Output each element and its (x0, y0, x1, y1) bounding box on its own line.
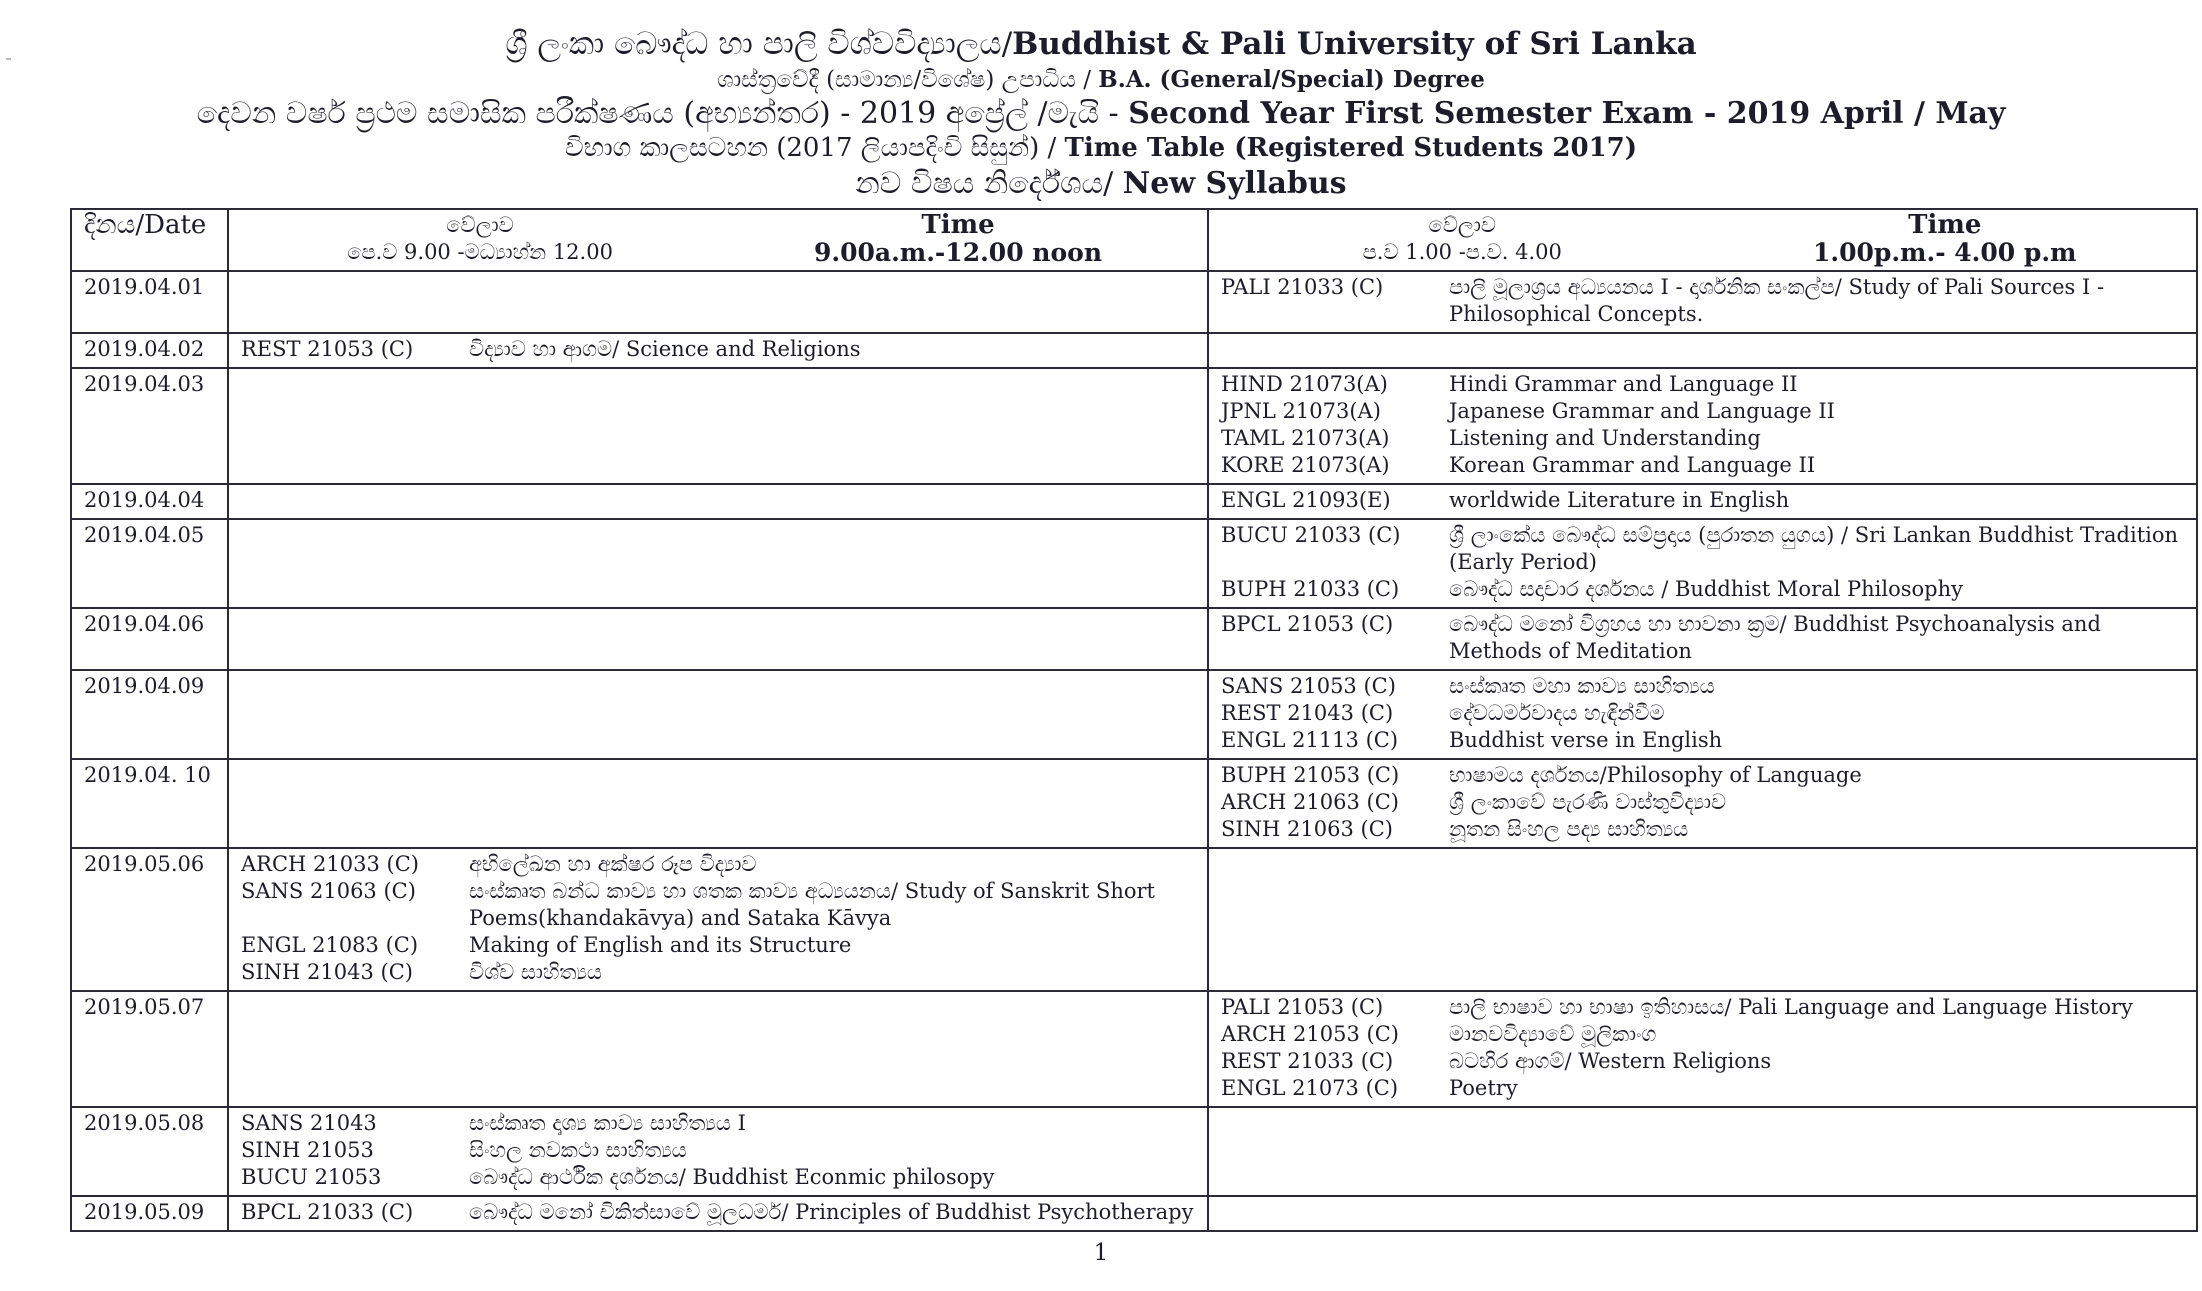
table-row (71, 608, 2197, 670)
morning-label-en: Time (921, 210, 995, 240)
afternoon-range-si: ප.ව 1.00 -ප.ව. 4.00 (1362, 240, 1562, 264)
exam-entry (1221, 452, 2186, 479)
course-subject: Japanese Grammar and Language II (1449, 399, 1835, 423)
course-subject: Making of English and its Structure (469, 933, 852, 957)
course-subject: භාෂාමය දර්ශනය/Philosophy of Language (1449, 763, 1862, 787)
morning-session-cell (228, 991, 1208, 1107)
afternoon-session-cell (1208, 608, 2197, 670)
afternoon-session-cell (1208, 333, 2197, 368)
exam-date: 2019.05.06 (71, 848, 228, 991)
table-header-row (71, 209, 2197, 271)
afternoon-session-cell (1208, 991, 2197, 1107)
course-subject: විශ්ව සාහිත්‍යය (469, 960, 603, 984)
course-code: KORE 21073(A) (1221, 453, 1390, 477)
course-subject: බටහිර ආගම්/ Western Religions (1449, 1049, 1772, 1073)
syllabus-title-en: New Syllabus (1122, 166, 1347, 201)
exam-entry (1221, 1048, 2186, 1075)
exam-date: 2019.04. 10 (71, 759, 228, 848)
course-code: ENGL 21073 (C) (1221, 1076, 1399, 1100)
syllabus-title (0, 166, 2202, 201)
morning-range-si: පෙ.ව 9.00 -මධ්‍යාහ්න 12.00 (347, 240, 613, 264)
afternoon-column-header (1208, 209, 2197, 271)
course-subject: බෞද්ධ සදාචාර දර්ශනය / Buddhist Moral Philosophy (1449, 577, 1963, 601)
afternoon-session-cell (1208, 271, 2197, 333)
morning-session-cell (228, 484, 1208, 519)
morning-range-en: 9.00a.m.-12.00 noon (813, 238, 1102, 267)
exam-entry (1221, 398, 2186, 425)
morning-session-cell (228, 759, 1208, 848)
morning-session-cell (228, 848, 1208, 991)
course-subject: Listening and Understanding (1449, 426, 1761, 450)
afternoon-session-cell (1208, 484, 2197, 519)
exam-date: 2019.04.06 (71, 608, 228, 670)
afternoon-session-cell (1208, 1107, 2197, 1196)
timetable-body (71, 271, 2197, 1231)
morning-session-cell (228, 1196, 1208, 1231)
course-code: TAML 21073(A) (1221, 426, 1390, 450)
exam-entry (1221, 1021, 2186, 1048)
exam-date: 2019.04.01 (71, 271, 228, 333)
course-code: REST 21033 (C) (1221, 1049, 1394, 1073)
timetable-title-si: විභාග කාලසටහන (2017 ලියාපදිංචි සිසුන්) / (564, 133, 1065, 163)
course-code: ARCH 21033 (C) (241, 852, 419, 876)
exam-entry (241, 1199, 1197, 1226)
course-code: SANS 21053 (C) (1221, 674, 1396, 698)
course-subject: Hindi Grammar and Language II (1449, 372, 1798, 396)
course-code: ENGL 21083 (C) (241, 933, 419, 957)
course-subject: විද්‍යාව හා ආගම/ Science and Religions (469, 337, 861, 361)
course-code: BUCU 21053 (241, 1165, 382, 1189)
exam-entry (1221, 522, 2186, 576)
afternoon-label-si: වේලාව (1428, 213, 1496, 237)
course-subject: නූතන සිංහල පද්‍ය සාහිත්‍යය (1449, 817, 1689, 841)
course-code: REST 21053 (C) (241, 337, 414, 361)
date-column-header: දිනය/Date (71, 209, 228, 271)
exam-date: 2019.05.07 (71, 991, 228, 1107)
table-row (71, 333, 2197, 368)
course-subject: සංස්කෘත බන්ධ කාව්‍ය හා ශතක කාව්‍ය අධ්‍යයනය/ Study of Sanskrit Short Poems(khandakāvya) and Sataka Kāvya (469, 879, 1155, 930)
afternoon-label-en: Time (1908, 210, 1982, 240)
course-code: PALI 21053 (C) (1221, 995, 1384, 1019)
course-subject: බෞද්ධ ආර්ථික දර්ශනය/ Buddhist Econmic philosopy (469, 1165, 995, 1189)
exam-entry (1221, 789, 2186, 816)
university-title-si: ශ්‍රී ලංකා බෞද්ධ හා පාලි විශ්වවිද්‍යාලය/ (505, 26, 1013, 62)
timetable-title-en: Time Table (Registered Students 2017) (1064, 133, 1638, 163)
course-code: HIND 21073(A) (1221, 372, 1388, 396)
table-row (71, 271, 2197, 333)
syllabus-title-si: නව විෂය නිර්දේශය/ (855, 166, 1123, 201)
afternoon-range-en: 1.00p.m.- 4.00 p.m (1812, 238, 2077, 267)
page-number: 1 (1093, 1240, 1109, 1266)
course-code: BUPH 21033 (C) (1221, 577, 1400, 601)
course-code: JPNL 21073(A) (1221, 399, 1381, 423)
exam-entry (1221, 994, 2186, 1021)
morning-session-cell (228, 670, 1208, 759)
course-code: BPCL 21053 (C) (1221, 612, 1394, 636)
exam-entry (1221, 576, 2186, 603)
exam-timetable (70, 208, 2198, 1232)
morning-label-si: වේලාව (446, 213, 514, 237)
timetable-title (0, 133, 2202, 164)
exam-entry (241, 878, 1197, 932)
course-code: ARCH 21053 (C) (1221, 1022, 1399, 1046)
course-subject: බෞද්ධ මනෝ චිකිත්සාවේ මූලධර්ම/ Principles of Buddhist Psychotherapy (469, 1200, 1194, 1224)
table-row (71, 484, 2197, 519)
exam-entry (241, 1110, 1197, 1137)
exam-title-si: දෙවන වර්ෂ ප්‍රථම සමාසික පරීක්ෂණය (අභ්‍යන්තර) - 2019 අප්‍රේල් /මැයි - (196, 96, 1129, 131)
university-title (0, 26, 2202, 63)
afternoon-session-cell (1208, 759, 2197, 848)
morning-session-cell (228, 271, 1208, 333)
course-code: PALI 21033 (C) (1221, 275, 1384, 299)
table-row (71, 519, 2197, 608)
afternoon-session-cell (1208, 848, 2197, 991)
course-subject: Korean Grammar and Language II (1449, 453, 1816, 477)
morning-session-cell (228, 519, 1208, 608)
exam-date: 2019.04.05 (71, 519, 228, 608)
course-subject: ශ්‍රී ලංකාවේ පැරණි වාස්තුවිද්‍යාව (1449, 790, 1727, 814)
degree-title-si: ශාස්ත්‍රවේදී (සාමාන්‍ය/විශේෂ) උපාධිය / (717, 67, 1099, 93)
table-row (71, 759, 2197, 848)
course-code: BUCU 21033 (C) (1221, 523, 1401, 547)
exam-entry (1221, 274, 2186, 328)
table-row (71, 848, 2197, 991)
course-subject: Buddhist verse in English (1449, 728, 1723, 752)
table-row (71, 670, 2197, 759)
course-code: ENGL 21093(E) (1221, 488, 1391, 512)
exam-title-en: Second Year First Semester Exam - 2019 April / May (1128, 96, 2006, 131)
course-code: SINH 21063 (C) (1221, 817, 1393, 841)
exam-title (0, 96, 2202, 131)
course-subject: ශ්‍රී ලාංකේය බෞද්ධ සම්ප්‍රදාය (පුරාතන යුගය) / Sri Lankan Buddhist Tradition (Early Period) (1449, 523, 2179, 574)
exam-entry (1221, 673, 2186, 700)
course-code: SINH 21043 (C) (241, 960, 413, 984)
course-code: BUPH 21053 (C) (1221, 763, 1400, 787)
morning-session-cell (228, 368, 1208, 484)
exam-entry (1221, 1075, 2186, 1102)
exam-entry (241, 1164, 1197, 1191)
course-code: ENGL 21113 (C) (1221, 728, 1399, 752)
exam-entry (241, 1137, 1197, 1164)
exam-entry (1221, 371, 2186, 398)
university-title-en: Buddhist & Pali University of Sri Lanka (1012, 26, 1697, 62)
degree-title-en: B.A. (General/Special) Degree (1098, 66, 1485, 93)
table-row (71, 368, 2197, 484)
morning-column-header (228, 209, 1208, 271)
exam-entry (241, 851, 1197, 878)
exam-date: 2019.05.08 (71, 1107, 228, 1196)
exam-date: 2019.05.09 (71, 1196, 228, 1231)
morning-session-cell (228, 1107, 1208, 1196)
course-code: ARCH 21063 (C) (1221, 790, 1399, 814)
exam-entry (1221, 727, 2186, 754)
afternoon-session-cell (1208, 670, 2197, 759)
exam-date: 2019.04.09 (71, 670, 228, 759)
course-subject: සංස්කෘත දෘශ්‍ය කාව්‍ය සාහිත්‍යය I (469, 1111, 746, 1135)
course-subject: Poetry (1449, 1076, 1518, 1100)
table-row (71, 991, 2197, 1107)
exam-entry (241, 336, 1197, 363)
morning-session-cell (228, 333, 1208, 368)
exam-entry (1221, 700, 2186, 727)
exam-entry (1221, 611, 2186, 665)
table-row (71, 1107, 2197, 1196)
table-row (71, 1196, 2197, 1231)
course-subject: worldwide Literature in English (1449, 488, 1790, 512)
exam-entry (1221, 487, 2186, 514)
course-subject: මානවවිද්‍යාවේ මූලිකාංග (1449, 1022, 1657, 1046)
degree-title (0, 66, 2202, 93)
exam-entry (241, 959, 1197, 986)
course-code: SANS 21043 (241, 1111, 377, 1135)
morning-session-cell (228, 608, 1208, 670)
afternoon-session-cell (1208, 519, 2197, 608)
exam-date: 2019.04.02 (71, 333, 228, 368)
course-subject: පාලි භාෂාව හා භාෂා ඉතිහාසය/ Pali Language and Language History (1449, 995, 2133, 1019)
course-code: BPCL 21033 (C) (241, 1200, 414, 1224)
afternoon-session-cell (1208, 368, 2197, 484)
course-code: SINH 21053 (241, 1138, 374, 1162)
exam-entry (1221, 762, 2186, 789)
exam-date: 2019.04.03 (71, 368, 228, 484)
afternoon-session-cell (1208, 1196, 2197, 1231)
exam-entry (1221, 816, 2186, 843)
course-subject: අභිලේඛන හා අක්ෂර රූප විද්‍යාව (469, 852, 757, 876)
course-subject: බෞද්ධ මනෝ විග්‍රහය හා භාවනා ක්‍රම/ Buddhist Psychoanalysis and Methods of Meditation (1449, 612, 2101, 663)
course-subject: සිංහල නවකථා සාහිත්‍යය (469, 1138, 687, 1162)
course-code: SANS 21063 (C) (241, 879, 416, 903)
course-subject: පාලි මූලාශ්‍රය අධ්‍යයනය I - දාර්ශනික සංකල්ප/ Study of Pali Sources I - Philosophical Concepts. (1449, 275, 2105, 326)
exam-entry (1221, 425, 2186, 452)
exam-date: 2019.04.04 (71, 484, 228, 519)
course-code: REST 21043 (C) (1221, 701, 1394, 725)
course-subject: සංස්කෘත මහා කාව්‍ය සාහිත්‍යය (1449, 674, 1715, 698)
course-subject: දේවධර්මවාදය හැඳින්වීම (1449, 701, 1665, 725)
exam-entry (241, 932, 1197, 959)
